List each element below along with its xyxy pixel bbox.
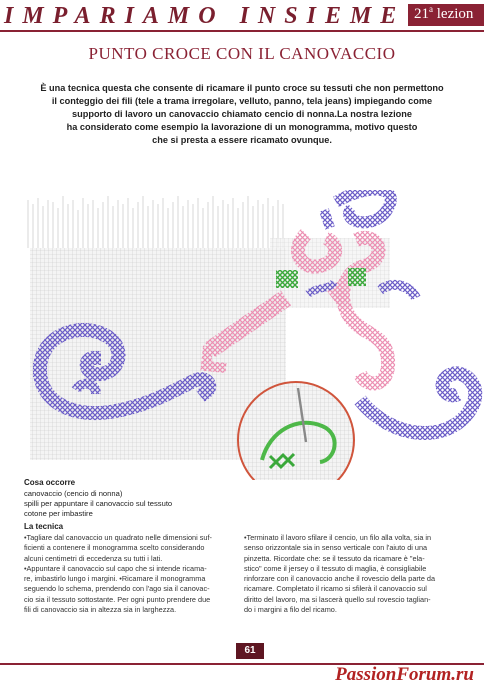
green-stitch-block — [276, 270, 298, 288]
technique-line: fili di canovaccio sia in altezza sia in larghezza. — [24, 605, 177, 615]
canvas-fringe — [28, 196, 283, 248]
technique-line: alcuni centimetri di eccedenza su tutti i lati. — [24, 553, 163, 563]
technique-line: re, imbastirlo lungo i margini. •Ricamare il monogramma — [24, 574, 206, 584]
technique-line: cio sia il tessuto sottostante. Per ogni punto prendere due — [24, 594, 211, 604]
technique-line: •Tagliare dal canovaccio un quadrato nelle dimensioni suf- — [24, 533, 212, 542]
lesson-badge — [408, 4, 484, 26]
green-stitch-block — [348, 268, 366, 286]
intro-paragraph — [36, 82, 448, 147]
intro-line: che si presta a essere ricamato ovunque. — [152, 135, 332, 145]
technique-heading: La tecnica — [24, 522, 64, 531]
materials-item: cotone per imbastire — [24, 509, 93, 518]
technique-left-column — [24, 533, 236, 615]
technique-line: diritto del lavoro, ma si lascerà quello sul rovescio taglian- — [244, 594, 431, 604]
lesson-word: lezion — [436, 6, 474, 22]
intro-line: È una tecnica questa che consente di ricamare il punto croce su tessuti che non permettono — [40, 83, 444, 93]
materials-list — [24, 489, 172, 519]
technique-line: pinzetta. Ricordate che: se il tessuto da ricamare è "ela- — [244, 553, 425, 563]
monogram-embroidery-illustration — [0, 190, 484, 480]
technique-line: seguendo lo schema, prendendo con l'ago sia il canovac- — [24, 584, 210, 594]
technique-line: •Appuntare il canovaccio sul capo che si intende ricama- — [24, 563, 207, 573]
technique-line: do i margini a filo del ricamo. — [244, 605, 337, 615]
technique-line: rinforzare con il canovaccio anche il rovescio della parte da — [244, 574, 436, 584]
technique-line: •Terminato il lavoro sfilare il cencio, un filo alla volta, sia in — [244, 533, 432, 542]
purple-top-stitch — [336, 190, 391, 222]
technique-line: ricamare. Completato il ricamo si sfilerà il canovaccio sul — [244, 584, 427, 594]
materials-item: spilli per appuntare il canovaccio sul tessuto — [24, 499, 173, 508]
lesson-suffix: a — [429, 4, 433, 14]
page-title: PUNTO CROCE CON IL CANOVACCIO — [88, 44, 396, 63]
header-rule — [0, 30, 484, 32]
intro-line: supporto di lavoro un canovaccio chiamato cencio di nonna.La nostra lezione — [72, 109, 412, 119]
intro-line: il conteggio dei fili (tele a trama irregolare, velluto, panno, tela jeans) impiegando come — [51, 96, 433, 106]
page-number: 61 — [236, 643, 264, 659]
materials-heading: Cosa occorre — [24, 478, 76, 487]
technique-line: stico" come il jersey o il tessuto di maglia, è consigliabile — [244, 563, 427, 573]
technique-right-column — [244, 533, 458, 615]
materials-item: canovaccio (cencio di nonna) — [24, 489, 123, 498]
series-title: IMPARIAMO INSIEME — [4, 3, 406, 29]
watermark: PassionForum.ru — [335, 664, 474, 685]
lesson-number: 21 — [414, 6, 429, 22]
technique-line: senso orizzontale sia in senso verticale con l'aiuto di una — [244, 543, 428, 553]
header-band — [0, 0, 484, 30]
intro-line: ha considerato come esempio la lavorazione di un monogramma, motivo questo — [66, 122, 418, 132]
technique-line: ficienti a contenere il monogramma scelto considerando — [24, 543, 205, 553]
